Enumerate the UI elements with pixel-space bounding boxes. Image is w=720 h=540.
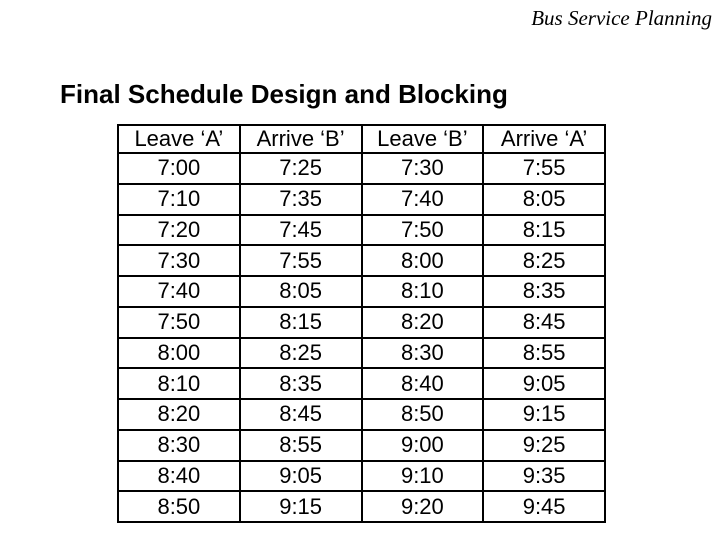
leave-b-time: 8:50 [362,399,484,430]
table-row [118,491,605,522]
slide-title: Final Schedule Design and Blocking [60,79,508,109]
leave-b-time: 8:30 [362,338,484,369]
leave-b-time: 8:40 [362,368,484,399]
leave-a-time: 7:30 [118,245,240,276]
leave-a-time: 8:50 [118,491,240,522]
table-row [118,307,605,338]
arrive-b-time: 9:05 [240,461,362,492]
arrive-a-time: 9:35 [483,461,605,492]
schedule-table-container [117,124,606,523]
leave-b-time: 9:20 [362,491,484,522]
arrive-b-time: 7:45 [240,215,362,246]
table-row [118,276,605,307]
schedule-table-header [118,125,605,153]
arrive-b-time: 8:45 [240,399,362,430]
arrive-a-time: 8:15 [483,215,605,246]
leave-b-time: 7:30 [362,153,484,184]
column-header-arrive-b: Arrive ‘B’ [240,125,362,153]
column-header-arrive-a: Arrive ‘A’ [483,125,605,153]
leave-a-time: 8:10 [118,368,240,399]
table-row [118,430,605,461]
arrive-a-time: 8:55 [483,338,605,369]
table-row [118,461,605,492]
arrive-a-time: 9:05 [483,368,605,399]
arrive-b-time: 7:35 [240,184,362,215]
arrive-b-time: 8:35 [240,368,362,399]
arrive-a-time: 8:05 [483,184,605,215]
arrive-a-time: 9:15 [483,399,605,430]
table-row [118,215,605,246]
leave-a-time: 8:20 [118,399,240,430]
leave-a-time: 7:50 [118,307,240,338]
arrive-b-time: 7:55 [240,245,362,276]
arrive-a-time: 9:25 [483,430,605,461]
leave-b-time: 8:00 [362,245,484,276]
schedule-table [117,124,606,523]
leave-a-time: 7:20 [118,215,240,246]
arrive-a-time: 9:45 [483,491,605,522]
arrive-a-time: 7:55 [483,153,605,184]
leave-a-time: 8:40 [118,461,240,492]
table-row [118,184,605,215]
column-header-leave-a: Leave ‘A’ [118,125,240,153]
leave-a-time: 8:00 [118,338,240,369]
schedule-table-body [118,153,605,522]
arrive-b-time: 8:15 [240,307,362,338]
column-header-leave-b: Leave ‘B’ [362,125,484,153]
arrive-b-time: 9:15 [240,491,362,522]
table-row [118,153,605,184]
arrive-b-time: 8:05 [240,276,362,307]
leave-b-time: 7:50 [362,215,484,246]
arrive-a-time: 8:45 [483,307,605,338]
leave-a-time: 7:10 [118,184,240,215]
table-row [118,399,605,430]
leave-a-time: 7:40 [118,276,240,307]
header-row [118,125,605,153]
leave-b-time: 8:10 [362,276,484,307]
leave-b-time: 9:00 [362,430,484,461]
arrive-a-time: 8:25 [483,245,605,276]
table-row [118,368,605,399]
course-title: Bus Service Planning [531,6,712,30]
arrive-a-time: 8:35 [483,276,605,307]
leave-a-time: 8:30 [118,430,240,461]
arrive-b-time: 8:25 [240,338,362,369]
table-row [118,245,605,276]
table-row [118,338,605,369]
leave-b-time: 8:20 [362,307,484,338]
arrive-b-time: 7:25 [240,153,362,184]
leave-a-time: 7:00 [118,153,240,184]
leave-b-time: 7:40 [362,184,484,215]
leave-b-time: 9:10 [362,461,484,492]
arrive-b-time: 8:55 [240,430,362,461]
